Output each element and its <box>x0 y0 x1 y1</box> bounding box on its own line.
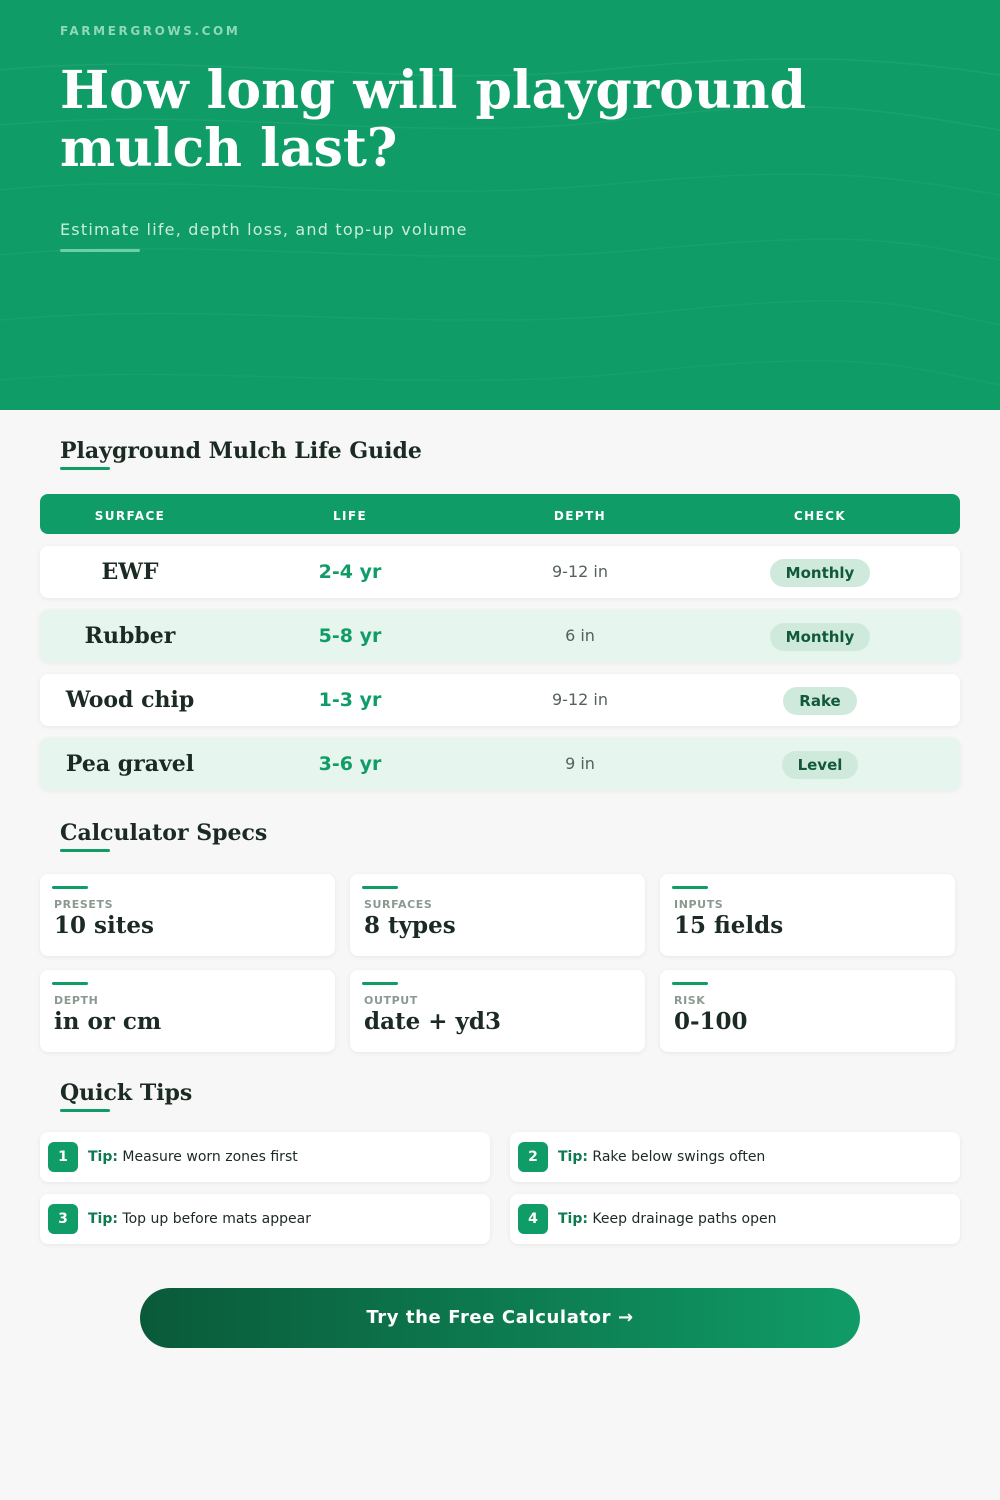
card-accent <box>52 886 88 889</box>
check-badge: Rake <box>783 687 856 715</box>
tip-body: Top up before mats appear <box>122 1211 311 1227</box>
card-accent <box>672 886 708 889</box>
page-subtitle: Estimate life, depth loss, and top-up volume <box>60 220 468 239</box>
spec-card-inputs <box>660 874 955 956</box>
check-cell <box>720 738 920 790</box>
tip-text <box>88 1132 298 1182</box>
tip-number: 4 <box>518 1204 548 1234</box>
spec-value: date + yd3 <box>364 1008 501 1035</box>
card-accent <box>52 982 88 985</box>
site-brand: FARMERGROWS.COM <box>60 24 241 38</box>
tip-number: 3 <box>48 1204 78 1234</box>
tip-card <box>40 1194 490 1244</box>
tip-prefix: Tip: <box>88 1149 118 1165</box>
spec-label: SURFACES <box>364 898 433 911</box>
depth-value: 9 in <box>565 754 595 773</box>
spec-value: in or cm <box>54 1008 162 1035</box>
card-accent <box>362 886 398 889</box>
tip-text <box>558 1194 777 1244</box>
tip-number: 2 <box>518 1142 548 1172</box>
tips-section-bar <box>60 1109 110 1112</box>
hero-banner <box>0 0 1000 410</box>
table-row <box>40 738 960 790</box>
specs-section-bar <box>60 849 110 852</box>
table-row <box>40 674 960 726</box>
spec-label: RISK <box>674 994 706 1007</box>
tip-text <box>558 1132 765 1182</box>
check-cell <box>720 674 920 726</box>
life-value: 2-4 yr <box>318 561 382 583</box>
surface-name: Wood chip <box>65 687 195 713</box>
surface-name: EWF <box>101 559 159 585</box>
guide-section-title: Playground Mulch Life Guide <box>60 438 422 464</box>
table-header <box>40 494 960 534</box>
tip-prefix: Tip: <box>558 1149 588 1165</box>
spec-card-output <box>350 970 645 1052</box>
check-cell <box>720 546 920 598</box>
tip-text <box>88 1194 311 1244</box>
card-accent <box>362 982 398 985</box>
tip-number: 1 <box>48 1142 78 1172</box>
spec-card-surfaces <box>350 874 645 956</box>
tip-prefix: Tip: <box>558 1211 588 1227</box>
spec-label: INPUTS <box>674 898 724 911</box>
spec-label: OUTPUT <box>364 994 418 1007</box>
depth-value: 9-12 in <box>552 690 608 709</box>
spec-card-presets <box>40 874 335 956</box>
check-badge: Monthly <box>770 623 871 651</box>
surface-name: Pea gravel <box>65 751 195 777</box>
table-row <box>40 610 960 662</box>
free-calculator-button[interactable]: Try the Free Calculator → <box>140 1288 860 1348</box>
spec-card-risk <box>660 970 955 1052</box>
spec-label: PRESETS <box>54 898 114 911</box>
life-value: 1-3 yr <box>318 689 382 711</box>
tip-card <box>40 1132 490 1182</box>
spec-value: 10 sites <box>54 912 154 939</box>
tip-prefix: Tip: <box>88 1211 118 1227</box>
table-row <box>40 546 960 598</box>
tips-section-title: Quick Tips <box>60 1080 193 1106</box>
life-value: 5-8 yr <box>318 625 382 647</box>
surface-name: Rubber <box>84 623 176 649</box>
spec-label: DEPTH <box>54 994 99 1007</box>
tip-card <box>510 1132 960 1182</box>
column-header-surface: SURFACE <box>94 509 166 523</box>
tip-body: Keep drainage paths open <box>592 1211 777 1227</box>
depth-value: 6 in <box>565 626 595 645</box>
life-value: 3-6 yr <box>318 753 382 775</box>
specs-section-title: Calculator Specs <box>60 820 268 846</box>
check-cell <box>720 610 920 662</box>
spec-value: 15 fields <box>674 912 784 939</box>
column-header-depth: DEPTH <box>553 509 607 523</box>
column-header-life: LIFE <box>332 509 368 523</box>
check-badge: Monthly <box>770 559 871 587</box>
guide-section-bar <box>60 467 110 470</box>
check-badge: Level <box>782 751 859 779</box>
tip-body: Measure worn zones first <box>122 1149 298 1165</box>
tip-body: Rake below swings often <box>592 1149 766 1165</box>
subtitle-underline <box>60 249 140 252</box>
spec-value: 0-100 <box>674 1008 748 1035</box>
tip-card <box>510 1194 960 1244</box>
page-title: How long will playground mulch last? <box>60 60 806 179</box>
spec-value: 8 types <box>364 912 456 939</box>
column-header-check: CHECK <box>793 509 847 523</box>
card-accent <box>672 982 708 985</box>
spec-card-depth <box>40 970 335 1052</box>
depth-value: 9-12 in <box>552 562 608 581</box>
